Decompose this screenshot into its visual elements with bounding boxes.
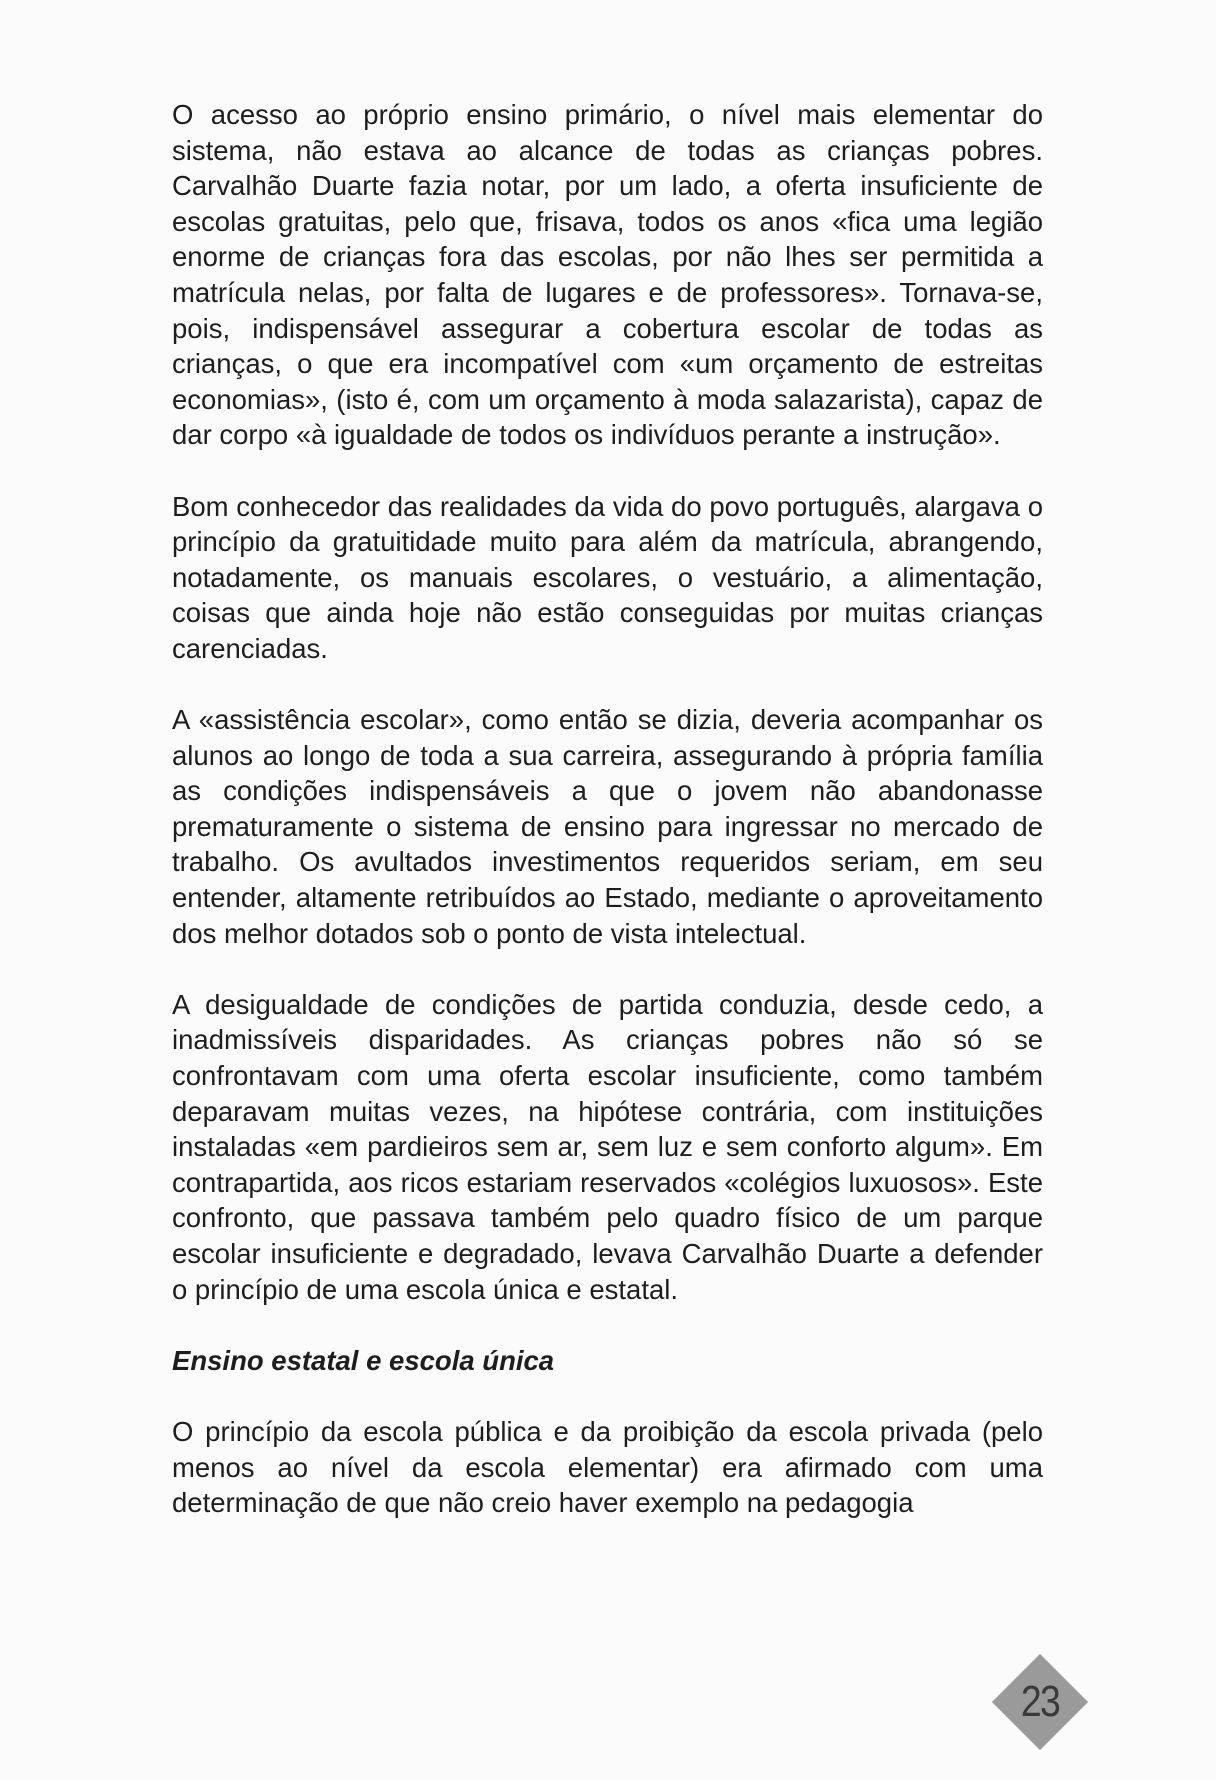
- paragraph-3: A «assistência escolar», como então se dizia, deveria acompanhar os alunos ao longo de toda a sua carreira, assegurando à própria família as condições indispensáveis a que o jovem não abandonasse prematuramente o sistema de ensino para ingressar no mercado de trabalho. Os avultados investimentos requeridos seriam, em seu entender, altamente retribuídos ao Estado, mediante o aproveitamento dos melhor dotados sob o ponto de vista intelectual.: [172, 704, 1043, 949]
- page-number-badge: [992, 1654, 1088, 1750]
- page-number: 23: [1020, 1677, 1060, 1726]
- paragraph-4: A desigualdade de condições de partida conduzia, desde cedo, a inadmissíveis disparidades. As crianças pobres não só se confrontavam com uma oferta escolar insuficiente, como também deparavam muitas vezes, na hipótese contrária, com instituições instaladas «em pardieiros sem ar, sem luz e sem conforto algum». Em contrapartida, aos ricos estariam reservados «colégios luxuosos». Este confronto, que passava também pelo quadro físico de um parque escolar insuficiente e degradado, levava Carvalhão Duarte a defender o princípio de uma escola única e estatal.: [172, 988, 1043, 1305]
- text-column: [172, 97, 1043, 1556]
- paragraph-5: O princípio da escola pública e da proibição da escola privada (pelo menos ao nível da escola elementar) era afirmado com uma determinação de que não creio haver exemplo na pedagogia: [172, 1415, 1043, 1519]
- paragraph-2: Bom conhecedor das realidades da vida do povo português, alargava o princípio da gratuitidade muito para além da matrícula, abrangendo, notadamente, os manuais escolares, o vestuário, a alimentação, coisas que ainda hoje não estão conseguidas por muitas crianças carenciadas.: [172, 490, 1043, 664]
- section-heading: Ensino estatal e escola única: [172, 1344, 555, 1376]
- paragraph-1: O acesso ao próprio ensino primário, o nível mais elementar do sistema, não estava ao alcance de todas as crianças pobres. Carvalhão Duarte fazia notar, por um lado, a oferta insuficiente de escolas gratuitas, pelo que, frisava, todos os anos «fica uma legião enorme de crianças fora das escolas, por não lhes ser permitida a matrícula nelas, por falta de lugares e de professores». Tornava-se, pois, indispensável assegurar a cobertura escolar de todas as crianças, o que era incompatível com «um orçamento de estreitas economias», (isto é, com um orçamento à moda salazarista), capaz de dar corpo «à igualdade de todos os indivíduos perante a instrução».: [172, 99, 1043, 451]
